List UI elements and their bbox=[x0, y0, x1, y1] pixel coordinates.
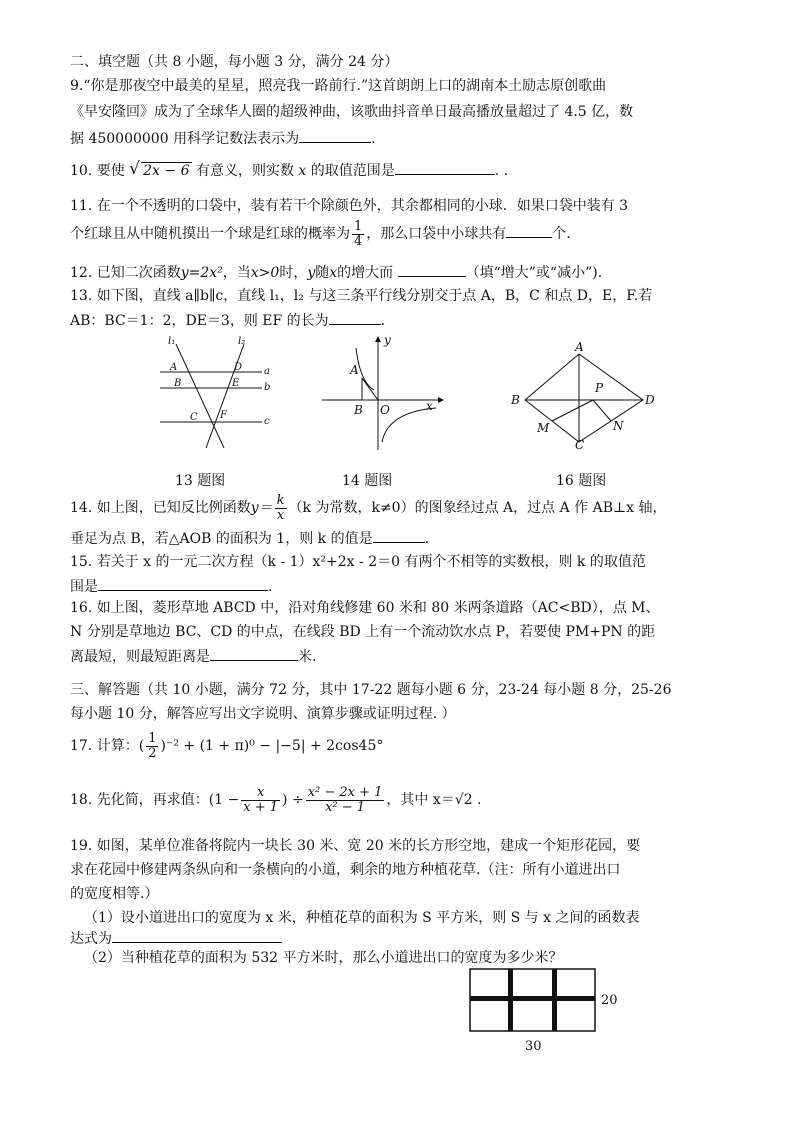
q10-mid: 有意义，则实数 bbox=[195, 163, 294, 179]
q18-mid: ) ÷ bbox=[282, 792, 304, 808]
hyperbola-branch-left bbox=[356, 348, 374, 390]
q12-post: （填“增大”或“减小”). bbox=[465, 265, 603, 281]
section-3-heading-line1: 三、解答题（共 10 小题，满分 72 分，其中 17-22 题每小题 6 分，23-24 每小题 8 分，25-26 bbox=[70, 682, 672, 698]
figure-19-garden bbox=[465, 966, 625, 1056]
label-D: D bbox=[645, 393, 655, 407]
q19-answer-blank bbox=[112, 928, 282, 943]
q11-pre: 个红球且从中随机摸出一个球是红球的概率为 bbox=[70, 226, 350, 242]
q12-mid4: 的增大而 bbox=[337, 265, 394, 281]
q9-text: 据 450000000 用科学记数法表示为 bbox=[70, 131, 300, 147]
q10-end: . . bbox=[494, 163, 509, 179]
q14-text: 垂足为点 B，若△AOB 的面积为 1，则 k 的值是 bbox=[70, 531, 373, 547]
q11-mid: ，那么口袋中小球共有 bbox=[366, 226, 507, 242]
q12-func: y=2x² bbox=[180, 265, 223, 281]
q16-line3 bbox=[70, 646, 316, 667]
q11-line1: 11. 在一个不透明的口袋中，装有若干个除颜色外，其余都相同的小球．如果口袋中装有 3 bbox=[70, 198, 629, 214]
q17-rest: )⁻² + (1 + π)⁰ − |−5| + 2cos45° bbox=[160, 738, 384, 754]
q16-text: 离最短，则最短距离是 bbox=[70, 649, 210, 665]
q17-fraction bbox=[146, 732, 158, 761]
q11-post: 个. bbox=[552, 226, 571, 242]
q12-pre: 12. 已知二次函数 bbox=[70, 265, 181, 281]
label-l1: l₁ bbox=[168, 336, 176, 347]
label-B: B bbox=[354, 403, 363, 417]
q19-sub1-line2 bbox=[70, 928, 282, 949]
q10-var: x bbox=[298, 163, 307, 179]
q18-f1-num: x bbox=[241, 786, 280, 801]
q14-den: x bbox=[276, 507, 285, 523]
q15-line2 bbox=[70, 576, 272, 597]
label-y: y bbox=[384, 334, 391, 347]
q14-line2 bbox=[70, 528, 429, 549]
vertical-path-2 bbox=[552, 969, 557, 1031]
q19-line1: 19. 如图，某单位准备将院内一块长 30 米、宽 20 米的长方形空地，建成一个矩形花园，要 bbox=[70, 838, 641, 854]
label-l2: l₂ bbox=[238, 336, 246, 347]
figure-14 bbox=[318, 334, 448, 454]
y-axis-arrow-icon bbox=[375, 336, 381, 342]
q9-end: . bbox=[371, 131, 376, 147]
q9-line2: 《早安隆回》成为了全球华人圈的超级神曲，该歌曲抖音单日最高播放量超过了 4.5 亿，数 bbox=[70, 104, 634, 120]
q10-radicand: 2x − 6 bbox=[143, 163, 190, 179]
q14-end: . bbox=[424, 531, 430, 547]
label-F: F bbox=[220, 410, 227, 421]
section-2-heading: 二、填空题（共 8 小题，每小题 3 分，满分 24 分） bbox=[70, 54, 399, 70]
label-O: O bbox=[380, 403, 390, 417]
q13-line1: 13. 如下图，直线 a∥b∥c，直线 l₁，l₂ 与这三条平行线分别交于点 A，B，C 和点 D，E，F.若 bbox=[70, 288, 653, 304]
q18-f2-den: x² − 1 bbox=[325, 799, 366, 815]
q17-pre: 17. 计算：( bbox=[70, 738, 145, 754]
q11-num: 1 bbox=[354, 218, 363, 234]
q15-end: . bbox=[268, 579, 273, 595]
horizontal-path bbox=[470, 996, 595, 1001]
label-N: N bbox=[613, 419, 624, 433]
figure-14-caption: 14 题图 bbox=[342, 473, 393, 489]
q11-fraction bbox=[352, 220, 364, 249]
sqrt-icon: √ bbox=[129, 159, 141, 179]
q19-sub1-line1: （1）设小道进出口的宽度为 x 米，种植花草的面积为 S 平方米，则 S 与 x 之间的函数表 bbox=[84, 910, 640, 926]
label-B: B bbox=[174, 378, 182, 389]
q11-den: 4 bbox=[354, 233, 363, 249]
q14-num: k bbox=[276, 492, 285, 508]
q16-line1: 16. 如上图，菱形草地 ABCD 中，沿对角线修建 60 米和 80 米两条道路（AC<BD），点 M、 bbox=[70, 600, 660, 616]
label-E: E bbox=[232, 378, 240, 389]
q12-var-y: y bbox=[307, 265, 316, 281]
segment-PN bbox=[593, 400, 611, 421]
q17-line bbox=[70, 728, 383, 764]
q18-fraction-1 bbox=[241, 786, 280, 815]
q14-line1 bbox=[70, 492, 667, 524]
label-D: D bbox=[234, 362, 243, 373]
label-A: A bbox=[170, 362, 178, 373]
q14-fraction bbox=[275, 494, 287, 523]
label-B: B bbox=[511, 393, 520, 407]
q16-end: 米. bbox=[298, 649, 317, 665]
q13-answer-blank bbox=[329, 310, 381, 325]
q9-answer-blank bbox=[299, 128, 371, 143]
label-C: C bbox=[190, 412, 198, 423]
q13-line2 bbox=[70, 310, 385, 331]
q18-post: ，其中 x＝√2 . bbox=[386, 792, 482, 808]
q18-f1-den: x + 1 bbox=[243, 799, 279, 815]
q18-line bbox=[70, 780, 482, 820]
x-axis-arrow-icon bbox=[438, 397, 444, 403]
q9-line3 bbox=[70, 128, 376, 149]
q12-answer-blank bbox=[398, 262, 466, 277]
hyperbola-branch-right bbox=[382, 408, 436, 442]
label-b: b bbox=[264, 382, 271, 393]
q11-line2 bbox=[70, 218, 571, 250]
q12-mid2: 时， bbox=[279, 265, 308, 281]
q19-line3: 的宽度相等.） bbox=[70, 886, 159, 902]
q12-cond: x>0 bbox=[250, 265, 280, 281]
label-x: x bbox=[426, 399, 433, 413]
q18-f2-num: x² − 2x + 1 bbox=[307, 784, 383, 800]
q10-line bbox=[70, 160, 508, 181]
q17-den: 2 bbox=[148, 745, 157, 761]
q12-mid: ，当 bbox=[222, 265, 251, 281]
segment-AO bbox=[362, 378, 378, 400]
q14-func-lhs: y＝ bbox=[250, 500, 273, 516]
vertical-path-1 bbox=[508, 969, 513, 1031]
q15-line1: 15. 若关于 x 的一元二次方程（k - 1）x²+2x - 2＝0 有两个不相等的实数根，则 k 的取值范 bbox=[70, 554, 646, 570]
q14-answer-blank bbox=[373, 528, 425, 543]
q10-post: 的取值范围是 bbox=[310, 163, 395, 179]
label-C: C bbox=[575, 438, 585, 450]
q12-mid3: 随 bbox=[315, 265, 330, 281]
label-M: M bbox=[537, 421, 550, 435]
q10-answer-blank bbox=[395, 160, 495, 175]
figure-13-caption: 13 题图 bbox=[175, 473, 226, 489]
q14-post: （k 为常数，k≠0）的图象经过点 A，过点 A 作 AB⊥x 轴， bbox=[288, 500, 667, 516]
label-a: a bbox=[264, 366, 270, 377]
height-label: 20 bbox=[601, 993, 618, 1008]
q13-end: . bbox=[380, 313, 386, 329]
q12-var-x: x bbox=[329, 265, 338, 281]
q18-fraction-2 bbox=[306, 786, 385, 815]
q9-line1: 9.“你是那夜空中最美的星星，照亮我一路前行.”这首朗朗上口的湖南本土励志原创歌曲 bbox=[70, 78, 607, 94]
line-l1 bbox=[176, 344, 224, 448]
label-A: A bbox=[575, 340, 584, 354]
q18-pre: 18. 先化简，再求值：(1 − bbox=[70, 792, 240, 808]
q19-sub2: （2）当种植花草的面积为 532 平方米时，那么小道进出口的宽度为多少米？ bbox=[84, 950, 563, 966]
label-c: c bbox=[264, 416, 270, 427]
q19-sub1-text: 达式为 bbox=[70, 931, 112, 947]
q12-line bbox=[70, 262, 602, 283]
q15-text: 围是 bbox=[70, 579, 98, 595]
q17-num: 1 bbox=[148, 730, 157, 746]
label-P: P bbox=[595, 381, 604, 395]
q19-line2: 求在花园中修建两条纵向和一条横向的小道，剩余的地方种植花草.（注：所有小道进出口 bbox=[70, 862, 621, 878]
q11-answer-blank bbox=[506, 223, 552, 238]
q15-answer-blank bbox=[98, 576, 268, 591]
line-l2 bbox=[206, 344, 244, 448]
q10-pre: 10. 要使 bbox=[70, 163, 125, 179]
figure-16-caption: 16 题图 bbox=[556, 473, 607, 489]
section-3-heading-line2: 每小题 10 分，解答应写出文字说明、演算步骤或证明过程. ） bbox=[70, 706, 456, 722]
q16-answer-blank bbox=[210, 646, 298, 661]
width-label: 30 bbox=[525, 1039, 542, 1054]
q10-sqrt bbox=[129, 161, 191, 181]
q16-line2: N 分别是草地边 BC、CD 的中点，在线段 BD 上有一个流动饮水点 P，若要使 PM+PN 的距 bbox=[70, 624, 656, 640]
figure-13 bbox=[150, 332, 280, 452]
q14-pre: 14. 如上图，已知反比例函数 bbox=[70, 500, 251, 516]
label-A: A bbox=[350, 363, 359, 377]
q13-text: AB：BC＝1：2，DE＝3，则 EF 的长为 bbox=[70, 313, 329, 329]
figure-16 bbox=[505, 340, 665, 450]
segment-PM bbox=[552, 400, 593, 421]
